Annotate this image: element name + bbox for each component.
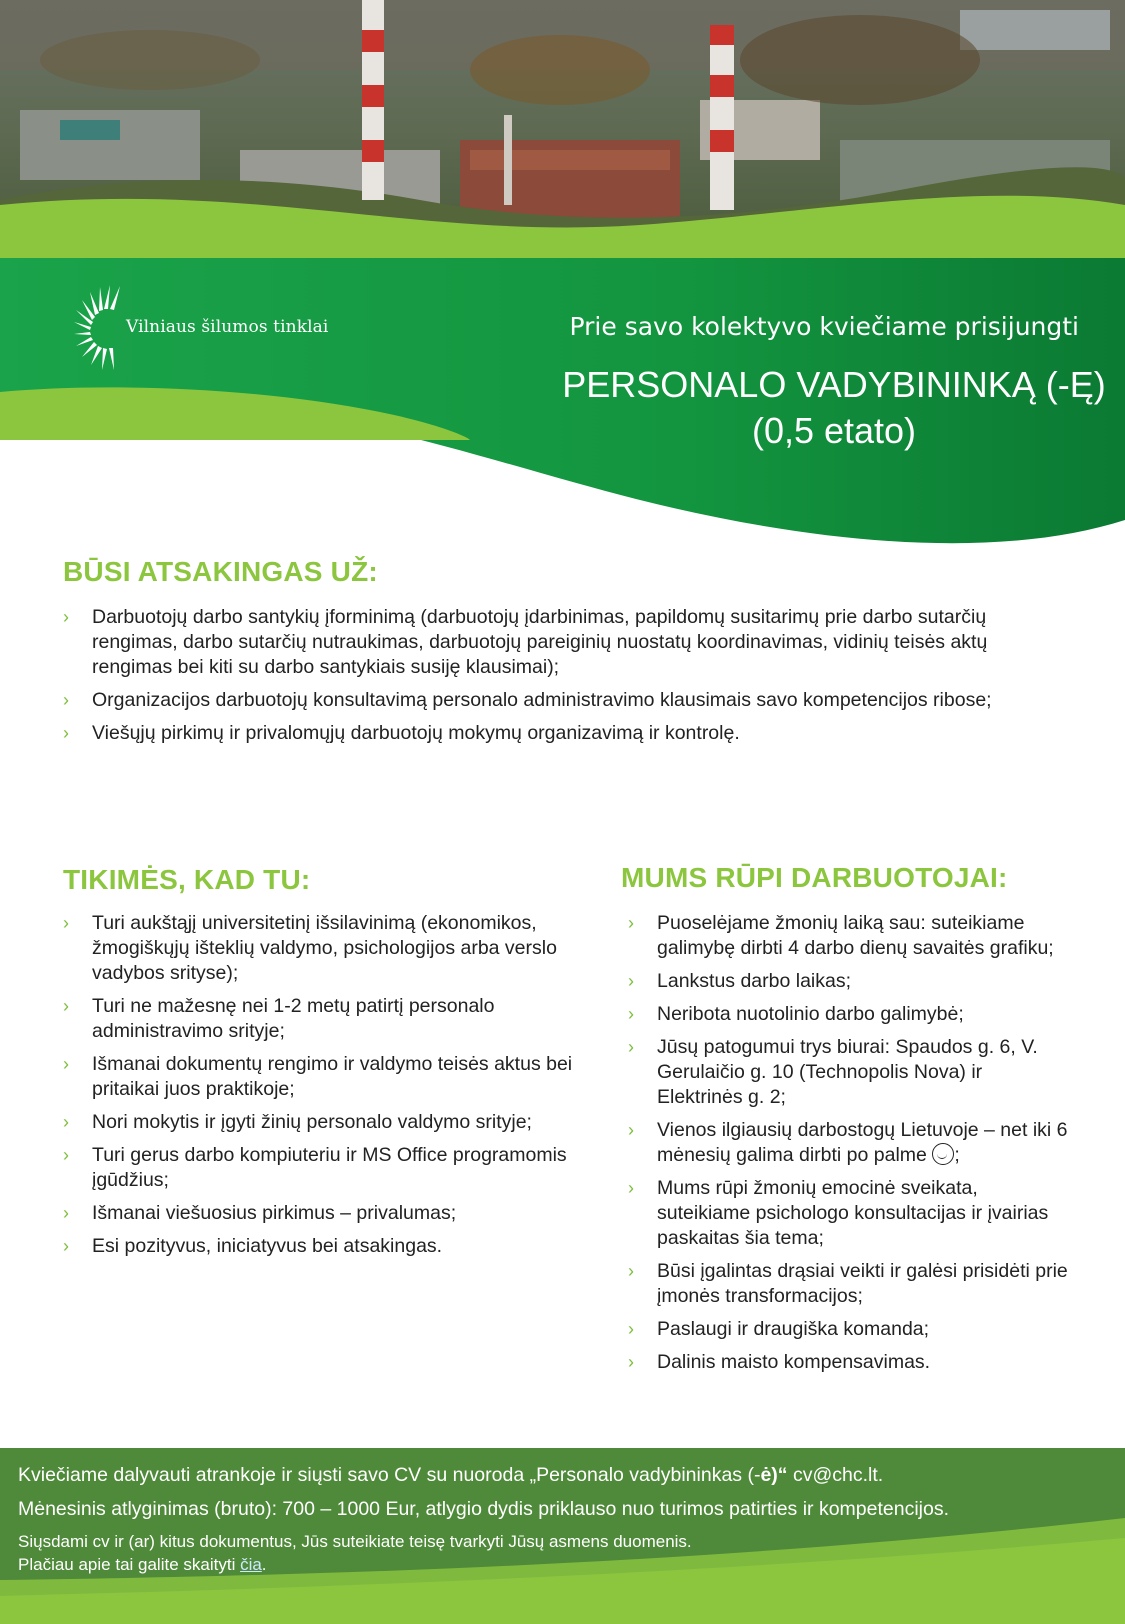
chevron-right-icon: › bbox=[628, 1178, 634, 1198]
chevron-right-icon: › bbox=[63, 723, 69, 743]
chimney-left bbox=[362, 0, 384, 200]
chevron-right-icon: › bbox=[628, 1120, 634, 1140]
list-item: › Organizacijos darbuotojų konsultavimą personalo administravimo klausimais savo kompetencijos ribose; bbox=[63, 689, 992, 711]
chevron-right-icon: › bbox=[63, 996, 69, 1016]
chevron-right-icon: › bbox=[628, 1037, 634, 1057]
chevron-right-icon: › bbox=[63, 690, 69, 710]
chevron-right-icon: › bbox=[628, 913, 634, 933]
list-item: › Išmanai viešuosius pirkimus – privalumas; bbox=[63, 1202, 457, 1224]
list-item: › Būsi įgalintas drąsiai veikti ir galėsi prisidėti prie įmonės transformacijos; bbox=[628, 1260, 1068, 1307]
responsibilities-heading: BŪSI ATSAKINGAS UŽ: bbox=[63, 556, 378, 587]
list-item: › Neribota nuotolinio darbo galimybė; bbox=[628, 1003, 964, 1025]
privacy-link[interactable]: čia bbox=[240, 1555, 262, 1574]
list-item: › Paslaugi ir draugiška komanda; bbox=[628, 1318, 930, 1340]
chevron-right-icon: › bbox=[628, 1352, 634, 1372]
logo-text: Vilniaus šilumos tinklai bbox=[126, 317, 329, 337]
sun-rays-icon bbox=[74, 282, 124, 372]
chevron-right-icon: › bbox=[628, 1261, 634, 1281]
hero-banner bbox=[0, 0, 1125, 560]
list-item: › Nori mokytis ir įgyti žinių personalo valdymo srityje; bbox=[63, 1111, 532, 1133]
list-item: › Turi gerus darbo kompiuteriu ir MS Office programomis įgūdžius; bbox=[63, 1144, 567, 1191]
hero-graphic bbox=[0, 0, 1125, 560]
job-title-line2: (0,5 etato) bbox=[751, 410, 917, 451]
expectations-list bbox=[63, 911, 603, 1267]
chevron-right-icon: › bbox=[628, 971, 634, 991]
chevron-right-icon: › bbox=[63, 913, 69, 933]
list-item: › Dalinis maisto kompensavimas. bbox=[628, 1351, 931, 1373]
job-title bbox=[548, 362, 1120, 454]
footer-salary-line: Mėnesinis atlyginimas (bruto): 700 – 1000 Eur, atlygio dydis priklauso nuo turimos patirties ir kompetencijos. bbox=[18, 1498, 950, 1520]
chevron-right-icon: › bbox=[63, 1203, 69, 1223]
list-item: › Turi ne mažesnę nei 1-2 metų patirtį personalo administravimo srityje; bbox=[63, 995, 495, 1042]
responsibilities-list bbox=[63, 605, 1063, 754]
chevron-right-icon: › bbox=[63, 1054, 69, 1074]
chevron-right-icon: › bbox=[63, 1145, 69, 1165]
list-item: › Viešųjų pirkimų ir privalomųjų darbuotojų mokymų organizavimą ir kontrolę. bbox=[63, 722, 740, 744]
chevron-right-icon: › bbox=[628, 1319, 634, 1339]
list-item: › Lankstus darbo laikas; bbox=[628, 970, 852, 992]
chimney-right bbox=[710, 25, 734, 210]
list-item: › Turi aukštąjį universitetinį išsilavinimą (ekonomikos, žmogiškųjų išteklių valdymo, psichologijos arba verslo vadybos srityse); bbox=[63, 912, 557, 984]
expectations-heading: TIKIMĖS, KAD TU: bbox=[63, 864, 311, 895]
footer-apply-line: Kviečiame dalyvauti atrankoje ir siųsti savo CV su nuoroda „Personalo vadybininkas (-ė)“ cv@chc.lt. bbox=[18, 1464, 884, 1486]
list-item: › Vienos ilgiausių darbostogų Lietuvoje – net iki 6 mėnesių galima dirbti po palme ; bbox=[628, 1119, 1068, 1166]
list-item: › Jūsų patogumui trys biurai: Spaudos g. 6, V. Gerulaičio g. 10 (Technopolis Nova) ir Elektrinės g. 2; bbox=[628, 1036, 1038, 1108]
chevron-right-icon: › bbox=[63, 1236, 69, 1256]
list-item: › Mums rūpi žmonių emocinė sveikata, suteikiame psichologo konsultacijas ir įvairias paskaitas šia tema; bbox=[628, 1177, 1049, 1249]
footer-privacy-line: Siųsdami cv ir (ar) kitus dokumentus, Jūs suteikiate teisę tvarkyti Jūsų asmens duomenis. bbox=[18, 1532, 692, 1551]
benefits-heading: MUMS RŪPI DARBUOTOJAI: bbox=[621, 862, 1008, 893]
list-item: › Išmanai dokumentų rengimo ir valdymo teisės aktus bei pritaikai juos praktikoje; bbox=[63, 1053, 573, 1100]
footer bbox=[0, 1448, 1125, 1624]
chevron-right-icon: › bbox=[628, 1004, 634, 1024]
chevron-right-icon: › bbox=[63, 1112, 69, 1132]
job-title-line1: PERSONALO VADYBININKĄ (-Ę) bbox=[562, 364, 1106, 405]
list-item: › Esi pozityvus, iniciatyvus bei atsakingas. bbox=[63, 1235, 443, 1257]
hero-tagline: Prie savo kolektyvo kviečiame prisijungti bbox=[569, 312, 1079, 341]
smiley-icon bbox=[932, 1143, 954, 1165]
list-item: › Puoselėjame žmonių laiką sau: suteikiame galimybę dirbti 4 darbo dienų savaitės grafiku; bbox=[628, 912, 1054, 959]
benefits-list bbox=[628, 911, 1068, 1383]
company-logo bbox=[74, 282, 328, 372]
chevron-right-icon: › bbox=[63, 607, 69, 627]
list-item: › Darbuotojų darbo santykių įforminimą (darbuotojų įdarbinimas, papildomų susitarimų prie darbo sutarčių rengimas, darbo sutarčių nutraukimas, darbuotojų pareiginių nuostatų koordinavimas, vidinių teisės aktų rengimas bei kiti su darbo santykiais susiję klausimai); bbox=[63, 606, 988, 678]
footer-privacy-more-line: Plačiau apie tai galite skaityti čia. bbox=[18, 1555, 267, 1574]
